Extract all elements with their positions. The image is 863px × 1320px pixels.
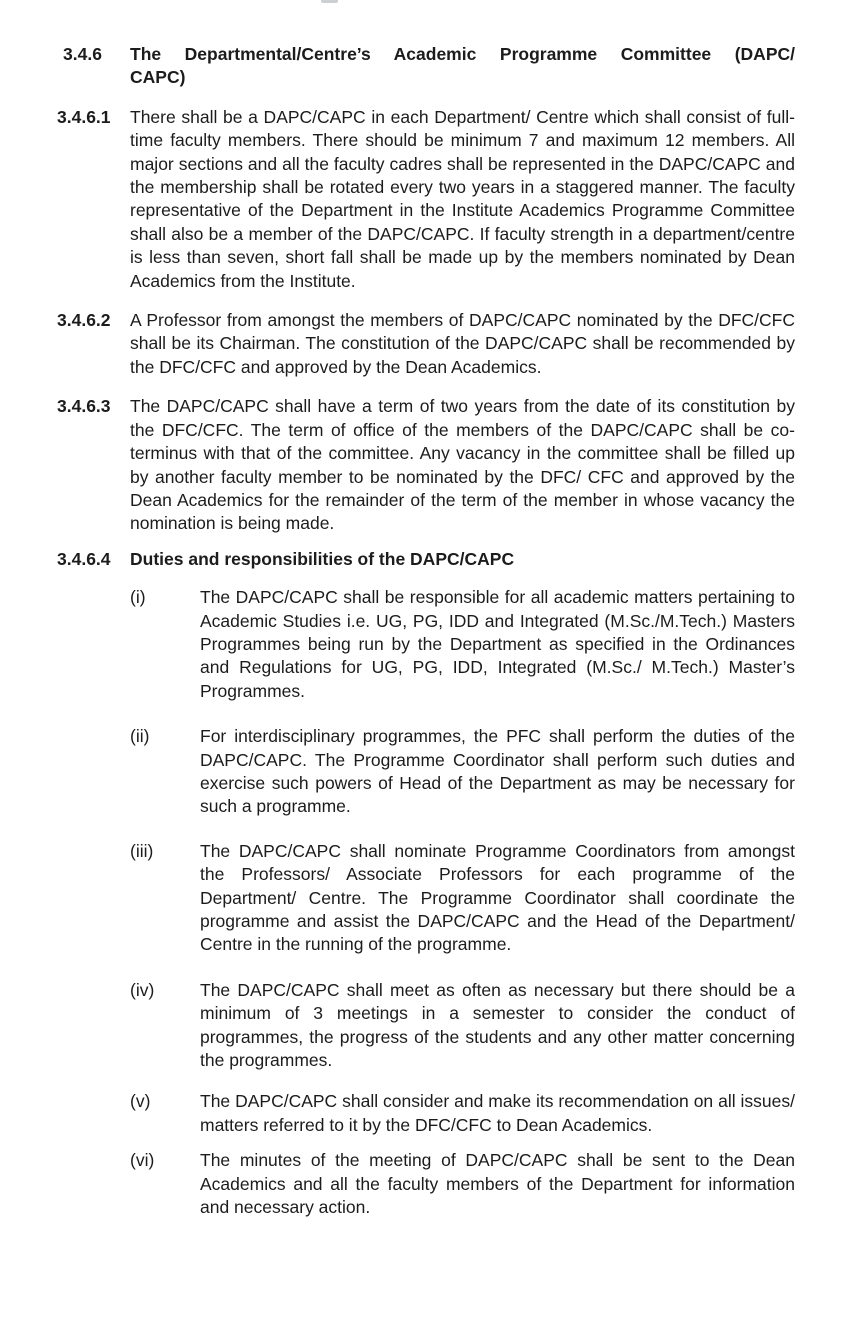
section-heading-3-4-6 xyxy=(57,43,795,90)
duty-marker: (iv) xyxy=(130,979,155,1000)
duty-item-iii xyxy=(130,840,795,957)
page-top-scan-artifact xyxy=(321,0,338,3)
duty-item-ii xyxy=(130,725,795,819)
heading-line-1: The Departmental/Centre’s Academic Programme Committee (DAPC/ xyxy=(130,44,795,64)
duty-text: The DAPC/CAPC shall meet as often as necessary but there should be a minimum of 3 meetings in a semester to consider the conduct of programmes, the progress of the students and any other matter concerning the programmes. xyxy=(200,979,795,1071)
duty-item-vi xyxy=(130,1149,795,1219)
duty-text: The DAPC/CAPC shall consider and make its recommendation on all issues/ matters referred to it by the DFC/CFC to Dean Academics. xyxy=(200,1091,795,1135)
section-heading-text xyxy=(130,43,795,90)
paragraph-text: The DAPC/CAPC shall have a term of two years from the date of its constitution by the DFC/CFC. The term of office of the members of the DAPC/CAPC shall be co-terminus with that of the committee. Any vacancy in the committee shall be filled up by another faculty member to be nominated by the DFC/ CFC and approved by the Dean Academics for the remainder of the term of the member in whose vacancy the nomination is being made. xyxy=(130,396,795,534)
duty-item-v xyxy=(130,1090,795,1137)
duty-text: The minutes of the meeting of DAPC/CAPC shall be sent to the Dean Academics and all the faculty members of the Department for information and necessary action. xyxy=(200,1150,795,1218)
paragraph-3-4-6-2 xyxy=(57,309,795,379)
section-number: 3.4.6 xyxy=(63,44,102,64)
duty-marker: (vi) xyxy=(130,1150,155,1171)
duty-item-i xyxy=(130,586,795,703)
duty-marker: (iii) xyxy=(130,840,154,861)
duty-marker: (v) xyxy=(130,1091,151,1112)
subsection-heading-3-4-6-4 xyxy=(57,548,795,571)
paragraph-number: 3.4.6.3 xyxy=(57,396,111,417)
subsection-heading-text: Duties and responsibilities of the DAPC/CAPC xyxy=(130,548,515,569)
duty-item-iv xyxy=(130,979,795,1073)
duty-marker: (ii) xyxy=(130,726,150,747)
section-number: 3.4.6.4 xyxy=(57,548,111,569)
paragraph-number: 3.4.6.1 xyxy=(57,106,111,127)
duty-text: The DAPC/CAPC shall nominate Programme Coordinators from amongst the Professors/ Associate Professors for each programme of the Department/ Centre. The Programme Coordinator shall coordinate the programme and assist the DAPC/CAPC and the Head of the Department/ Centre in the running of the programme. xyxy=(200,840,795,955)
paragraph-number: 3.4.6.2 xyxy=(57,310,111,331)
paragraph-3-4-6-3 xyxy=(57,395,795,535)
duty-text: The DAPC/CAPC shall be responsible for all academic matters pertaining to Academic Studies i.e. UG, PG, IDD and Integrated (M.Sc./M.Tech.) Masters Programmes being run by the Department as specified in the Ordinances and Regulations for UG, PG, IDD, Integrated (M.Sc./ M.Tech.) Master’s Programmes. xyxy=(200,587,795,701)
paragraph-text: A Professor from amongst the members of DAPC/CAPC nominated by the DFC/CFC shall be its Chairman. The constitution of the DAPC/CAPC shall be recommended by the DFC/CFC and approved by the Dean Academics. xyxy=(130,310,795,377)
paragraph-text: There shall be a DAPC/CAPC in each Department/ Centre which shall consist of full-time faculty members. There should be minimum 7 and maximum 12 members. All major sections and all the faculty cadres shall be represented in the DAPC/CAPC and the membership shall be rotated every two years in a staggered manner. The faculty representative of the Department in the Institute Academics Programme Committee shall also be a member of the DAPC/CAPC. If faculty strength in a department/centre is less than seven, short fall shall be made up by the members nominated by Dean Academics from the Institute. xyxy=(130,106,795,291)
duty-text: For interdisciplinary programmes, the PFC shall perform the duties of the DAPC/CAPC. The Programme Coordinator shall perform such duties and exercise such powers of Head of the Department as may be necessary for such a programme. xyxy=(200,726,795,817)
paragraph-3-4-6-1 xyxy=(57,106,795,293)
duty-marker: (i) xyxy=(130,587,146,608)
heading-line-2: CAPC) xyxy=(130,67,186,88)
